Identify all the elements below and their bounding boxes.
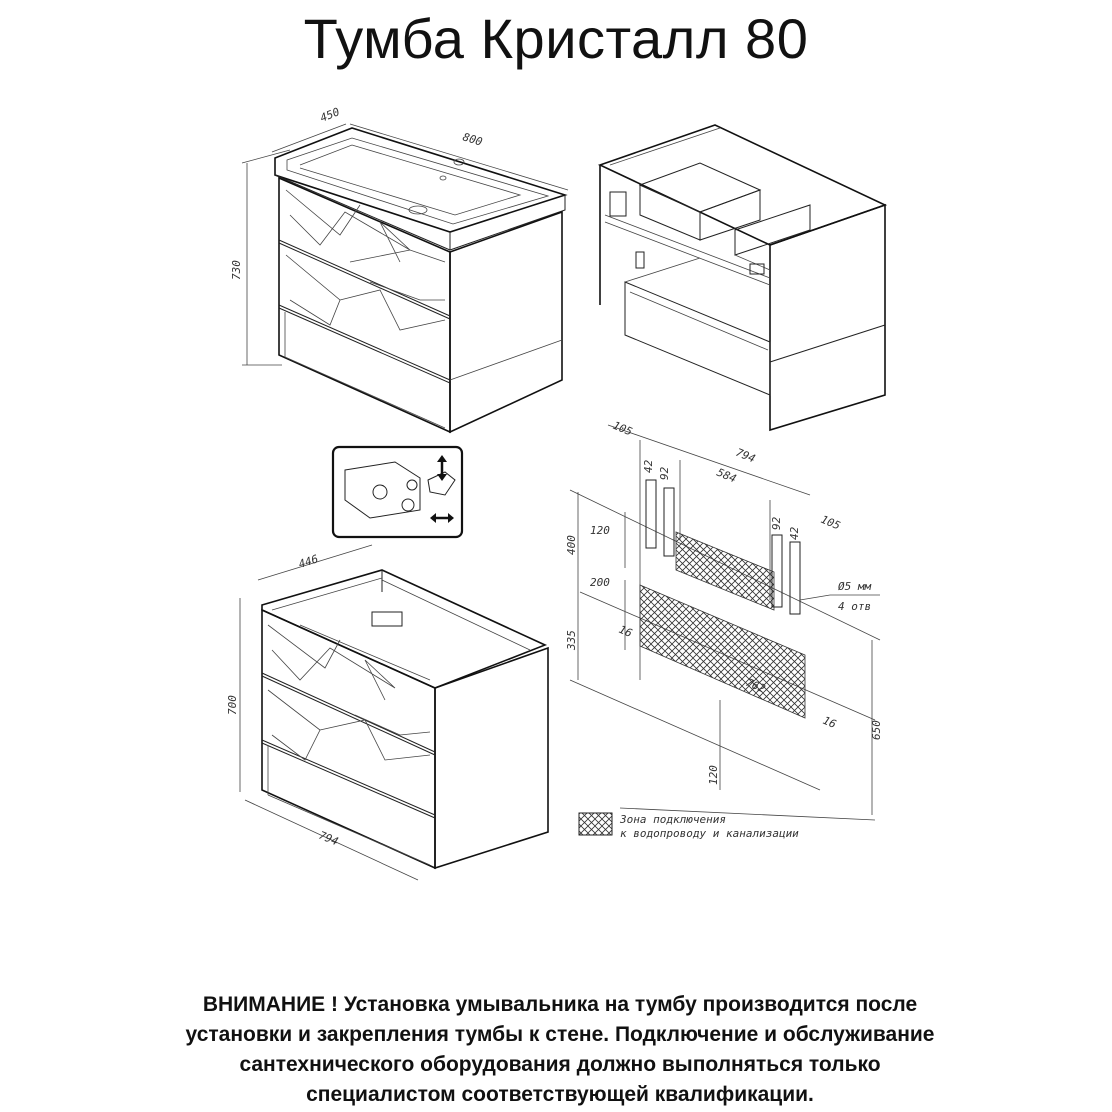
warning-notice xyxy=(120,990,1000,1110)
cabinet-body-view xyxy=(226,545,548,880)
dim-depth-label-2: 446 xyxy=(296,552,320,571)
legend-hatch-swatch xyxy=(579,813,612,835)
dim-105-right: 105 xyxy=(818,512,843,533)
dim-depth-label: 450 xyxy=(318,105,342,125)
dim-92-top: 92 xyxy=(658,466,671,480)
dim-height-label-2: 700 xyxy=(226,695,239,715)
hole-count-label: 4 отв xyxy=(838,600,872,613)
legend-line-2: к водопроводу и канализации xyxy=(620,827,799,840)
dim-400: 400 xyxy=(565,535,578,555)
cabinet-with-basin-view xyxy=(230,105,568,432)
dim-120-top: 120 xyxy=(590,524,610,537)
connection-zone-lower xyxy=(640,585,805,718)
page-title: Тумба Кристалл 80 xyxy=(303,7,809,70)
dim-120-bottom: 120 xyxy=(707,765,720,785)
dim-584: 584 xyxy=(714,465,739,486)
dim-92-right: 92 xyxy=(770,516,783,530)
dim-42-right: 42 xyxy=(788,526,801,540)
mounting-bracket-inset xyxy=(333,447,462,537)
dim-650: 650 xyxy=(870,720,883,740)
warning-line-3: сантехнического оборудования должно выполняться только xyxy=(239,1053,881,1076)
dim-105-left: 105 xyxy=(610,418,635,439)
cabinet-side xyxy=(450,212,562,432)
dim-width-label-2: 794 xyxy=(316,828,341,849)
dim-height-label: 730 xyxy=(230,260,243,280)
mounting-plan-view xyxy=(565,419,883,820)
hole-diameter-label: Ø5 мм xyxy=(838,580,872,593)
dim-16-left: 16 xyxy=(616,622,635,640)
dim-width-label: 800 xyxy=(461,130,484,149)
dim-16-right: 16 xyxy=(820,713,839,731)
dim-42-top: 42 xyxy=(642,459,655,473)
dim-762: 762 xyxy=(743,675,768,696)
legend xyxy=(579,813,799,840)
dim-335: 335 xyxy=(565,630,578,650)
dim-794-plan: 794 xyxy=(733,445,758,466)
connection-zone-upper xyxy=(676,532,774,610)
warning-line-1: ВНИМАНИЕ ! Установка умывальника на тумбу производится после xyxy=(202,993,918,1016)
legend-line-1: Зона подключения xyxy=(620,813,726,826)
warning-line-4: специалистом соответствующей квалификации. xyxy=(306,1083,814,1106)
dim-200: 200 xyxy=(590,576,610,589)
warning-line-2: установки и закрепления тумбы к стене. Подключение и обслуживание xyxy=(185,1023,935,1046)
drawers-exploded-view xyxy=(600,125,885,430)
hinge-bracket xyxy=(610,192,626,216)
